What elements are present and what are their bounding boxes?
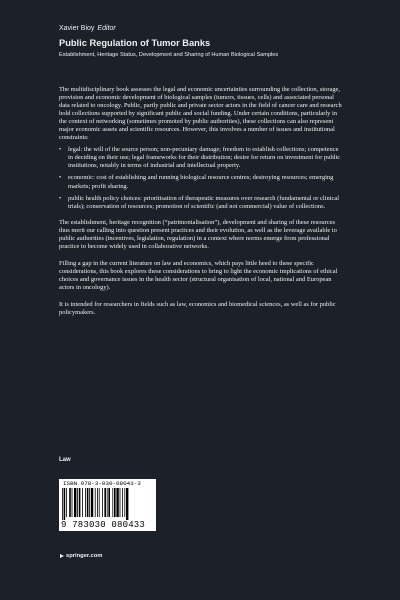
paragraph: It is intended for researchers in fields such as law, economics and biomedical sciences, as well as for public policymakers. [59,301,336,317]
paragraph-spacer [59,292,342,301]
publisher-link[interactable] [60,553,102,559]
editor-name: Xavier Bioy [59,25,95,32]
subject-category: Law [59,457,71,463]
editor-role: Editor [97,25,116,32]
issues-list [59,146,342,210]
paragraph: The establishment, heritage recognition (“patrimonialisation”), development and sharing of these resources thus merit our calling into question present practices and their evolution, as well as the leverage available to public authorities (incentives, legislation, regulation) in a context where norms emerge from professional practice to become widely used in collaborative networks. [59,218,337,250]
list-item-text: legal: the will of the source person; non-pecuniary damage; freedom to establish collections; competence in deciding on their use; legal frameworks for their distribution; desire for return on investment for public institutions, notably in terms of industrial and intellectual property. [68,146,341,170]
arrow-right-icon [60,554,64,558]
description [59,86,342,317]
bullet-icon: • [59,174,62,182]
barcode-digits: 9 783030 080433 [61,520,146,530]
cover-header [59,24,379,59]
isbn-number: ISBN 978-3-030-08043-3 [63,480,141,487]
list-item [59,146,342,170]
paragraph-spacer [59,251,342,260]
publisher-link-text: springer.com [66,553,103,559]
isbn-barcode-block [59,479,156,531]
book-subtitle: Establishment, Heritage Status, Development and Sharing of Human Biological Samples [59,52,279,58]
bullet-icon: • [59,194,62,202]
list-item [59,195,342,211]
editor-line [59,24,379,33]
barcode-icon [60,488,153,520]
intro-paragraph: The multidisciplinary book assesses the legal and economic uncertainties surrounding the collection, storage, provision and economic development of biological samples (tumors, tissues, cells) and associated personal data related to oncology. Public, partly public and private sector actors in the field of cancer care and research hold collections supported by significant public and social funding. Under certain conditions, particularly in the context of networking (sometimes promoted by public authorities), these collections can also represent major economic assets and scientific resources. However, this involves a number of issues and institutional constraints: [59,86,342,142]
paragraph: Filling a gap in the current literature on law and economics, which pays little heed to these specific considerations, this book explores these considerations to bring to light the economic implications of ethical choices and governance issues in the health sector (structural organisation of local, national and European actors in oncology). [59,259,338,291]
list-item [59,174,342,190]
list-item-text: public health policy choices: prioritisation of therapeutic measures over research (fundamental or clinical trials); conservation of resources; promotion of scientific (and not commercial) value of collections. [68,194,339,210]
list-item-text: economic: cost of establishing and running biological resource centres; destroying resources; emerging markets; profit sharing. [68,174,334,190]
book-title: Public Regulation of Tumor Banks [59,38,211,48]
bullet-icon: • [59,146,62,154]
